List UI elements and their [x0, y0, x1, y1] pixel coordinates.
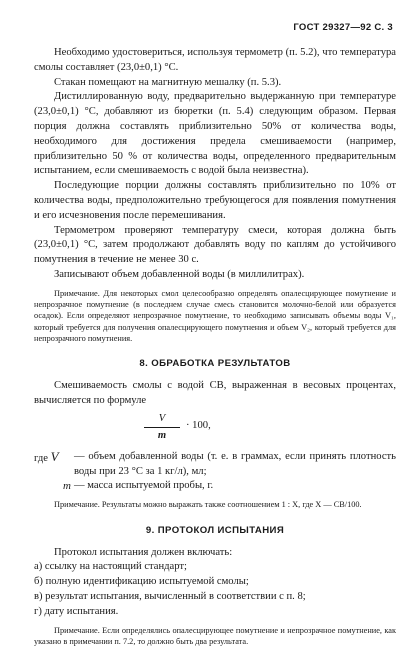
legend-m-definition: — масса испытуемой пробы, г.	[74, 479, 396, 495]
list-item: а) ссылку на настоящий стандарт;	[34, 560, 396, 575]
miscibility-formula	[34, 412, 396, 450]
page-content	[34, 46, 396, 647]
legend-where-label: где V	[34, 450, 74, 480]
formula-multiplier: · 100,	[186, 420, 211, 431]
legend-row-m	[34, 479, 396, 495]
list-item: в) результат испытания, вычисленный в соответствии с п. 8;	[34, 590, 396, 605]
paragraph-water-addition: Дистиллированную воду, предварительно выдержанную при температуре (23,0±0,1) °С, добавляют из бюретки (п. 5.4) следующим образом. Первая порция должна составлять приблизительно 50% от количества воды, необходимого для достижения предела смешиваемости (например, приблизительно 50 % от количества воды, определенного предварительным испытанием, если смешиваемость с водой была неизвестна).	[34, 90, 396, 179]
legend-m-label	[34, 479, 74, 495]
symbol-m: m	[63, 480, 71, 492]
section-8-lead: Смешиваемость смолы с водой СВ, выраженная в весовых процентах, вычисляется по формуле	[34, 379, 396, 409]
section-8-title: 8. ОБРАБОТКА РЕЗУЛЬТАТОВ	[34, 358, 396, 369]
paragraph-record-volume: Записывают объем добавленной воды (в миллилитрах).	[34, 268, 396, 283]
formula-legend	[34, 450, 396, 495]
protocol-list	[34, 560, 396, 619]
formula-denominator: m	[144, 429, 180, 442]
list-item: г) дату испытания.	[34, 605, 396, 620]
symbol-v: V	[51, 449, 59, 464]
paragraph-stirrer: Стакан помещают на магнитную мешалку (п. 5.3).	[34, 76, 396, 91]
formula-fraction	[144, 412, 180, 442]
paragraph-thermometer: Необходимо удостовериться, используя термометр (п. 5.2), что температура смолы составляет (23,0±0,1) °С.	[34, 46, 396, 76]
section-9-lead: Протокол испытания должен включать:	[34, 546, 396, 561]
formula-numerator: V	[144, 412, 180, 425]
legend-v-definition: — объем добавленной воды (т. е. в граммах, если принять плотность воды при 23 °С за 1 кг/л), мл;	[74, 450, 396, 480]
paragraph-temperature-check: Термометром проверяют температуру смеси, которая должна быть (23,0±0,1) °С, затем продолжают добавлять воду по каплям до устойчивого помутнения в течение не менее 30 с.	[34, 224, 396, 268]
section-9-title: 9. ПРОТОКОЛ ИСПЫТАНИЯ	[34, 525, 396, 536]
paragraph-subsequent-portions: Последующие порции должны составлять приблизительно по 10% от количества воды, предположительно требующегося для появления помутнения и его исчезновения после перемешивания.	[34, 179, 396, 223]
list-item: б) полную идентификацию испытуемой смолы;	[34, 575, 396, 590]
fraction-bar	[144, 427, 180, 428]
note-turbidity: Примечание. Для некоторых смол целесообразно определять опалесцирующее помутнение и непрозрачное помутнение (в последнем случае смесь становится молочно-белой или образуется осадок). Если определяют непрозрачное помутнение, то необходимо записывать объемы воды V₁, который требуется для получения опалесцирующего помутнения и объем V₂, который требуется для непрозрачного помутнения.	[34, 288, 396, 344]
page-header: ГОСТ 29327—92 С. 3	[293, 22, 393, 33]
note-two-results: Примечание. Если определялись опалесцирующее помутнение и непрозрачное помутнение, как указано в примечании п. 7.2, то должно быть два результата.	[34, 625, 396, 647]
note-ratio: Примечание. Результаты можно выражать также соотношением 1 : X, где X — СВ/100.	[34, 499, 396, 510]
legend-row-v	[34, 450, 396, 480]
